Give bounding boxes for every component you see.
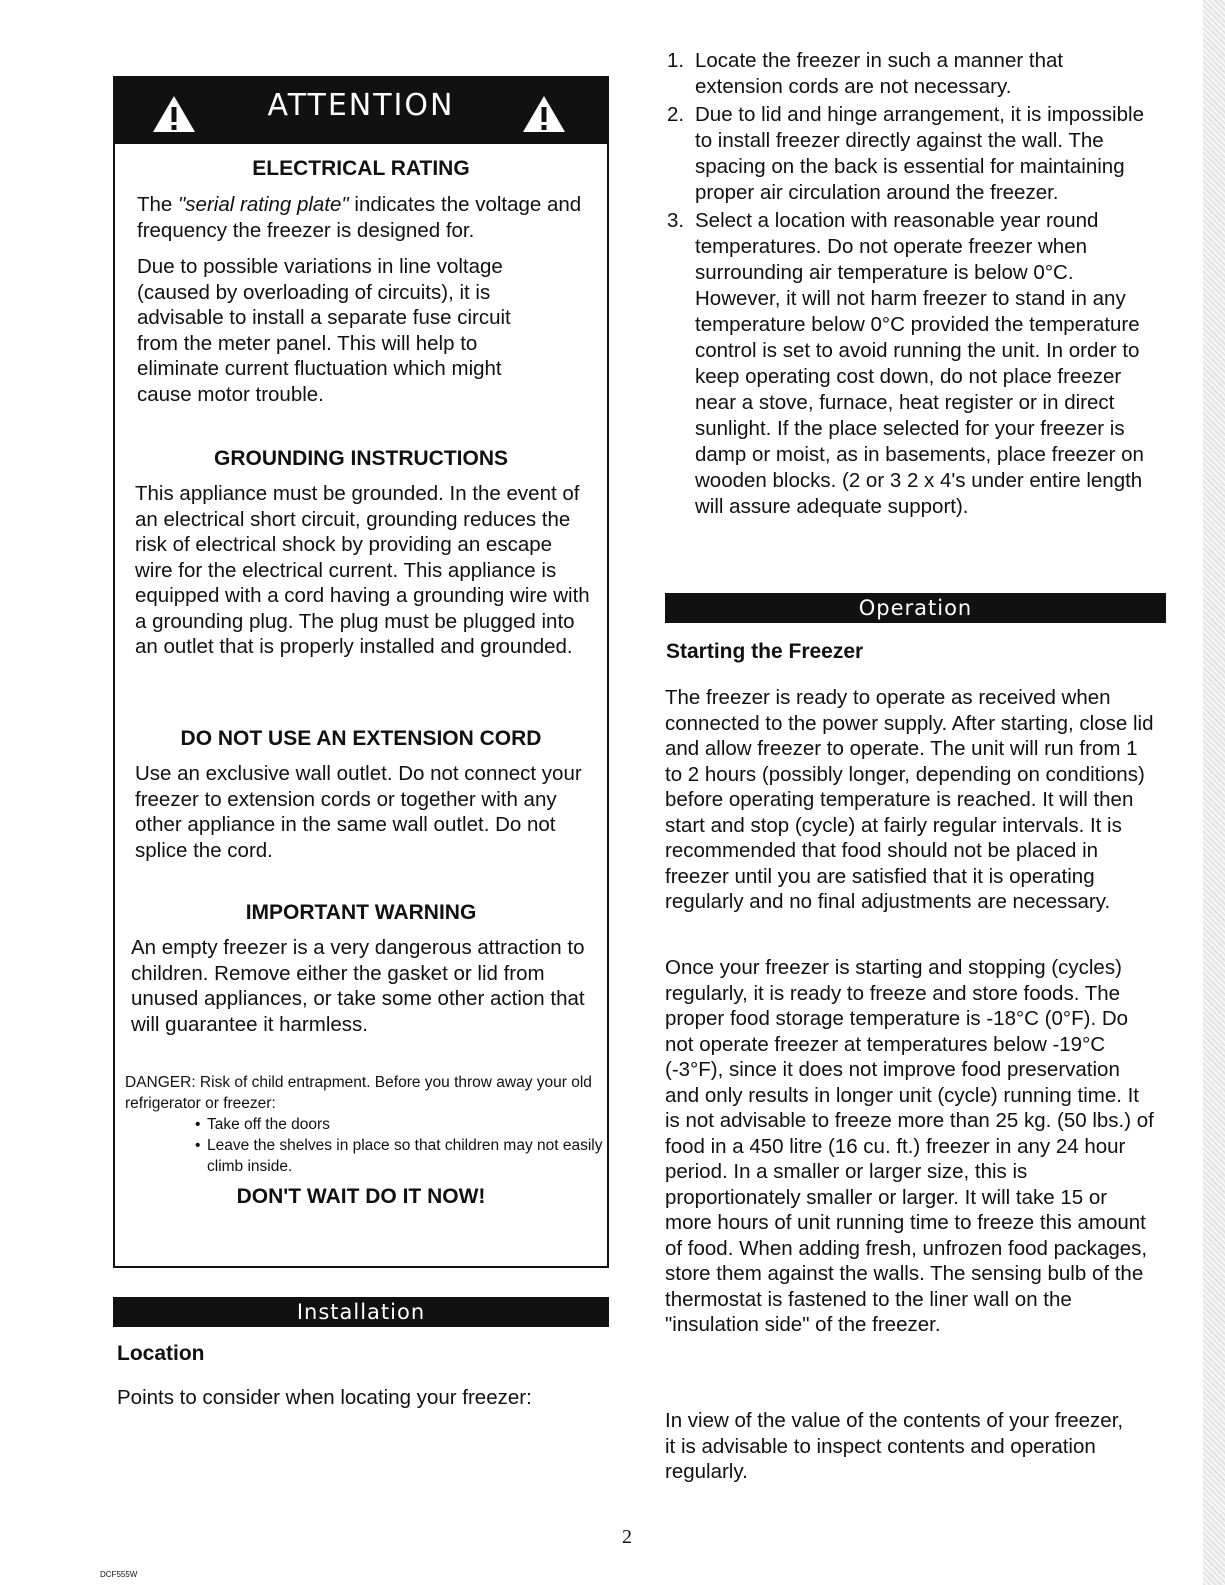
installation-bar: Installation xyxy=(113,1297,609,1327)
attention-banner xyxy=(113,76,609,144)
warning-triangle-icon xyxy=(521,94,567,134)
operation-paragraph-2: Once your freezer is starting and stopping (cycles) regularly, it is ready to freeze and store foods. The proper food storage temperature is -18°C (0°F). Do not operate freezer at temperatures below -19°C (-3°F), since it does not improve food preservation and only results in longer unit (cycle) running time. It is not advisable to freeze more than 25 kg. (50 lbs.) of food in a 450 litre (16 cu. ft.) freezer in any 24 hour period. In a smaller or larger size, this is proportionately smaller or larger. It will take 15 or more hours of unit running time to freeze this amount of food. When adding fresh, unfrozen food packages, store them against the walls. The sensing bulb of the thermostat is fastened to the liner wall on the "insulation side" of the freezer. xyxy=(665,956,1154,1336)
model-number: DCF555W xyxy=(100,1570,138,1579)
danger-notice xyxy=(125,1072,605,1177)
location-subhead: Location xyxy=(117,1342,205,1365)
danger-text: DANGER: Risk of child entrapment. Before you throw away your old refrigerator or freezer: xyxy=(125,1074,592,1112)
grounding-heading: GROUNDING INSTRUCTIONS xyxy=(214,447,508,470)
scan-edge xyxy=(1203,0,1225,1585)
dont-wait-slogan: DON'T WAIT DO IT NOW! xyxy=(236,1185,486,1208)
operation-paragraph-1: The freezer is ready to operate as received when connected to the power supply. After starting, close lid and allow freezer to operate. The unit will run from 1 to 2 hours (possibly longer, depending on conditions) before operating temperature is reached. It will then start and stop (cycle) at fairly regular intervals. It is recommended that food should not be placed in freezer until you are satisfied that it is operating regularly and no final adjustments are necessary. xyxy=(665,686,1154,913)
operation-bar: Operation xyxy=(665,593,1166,623)
location-intro: Points to consider when locating your freezer: xyxy=(117,1386,532,1409)
location-point: 2. Due to lid and hinge arrangement, it is impossible to install freezer directly against the wall. The spacing on the back is essential for maintaining proper air circulation around the freezer. xyxy=(667,103,1144,204)
attention-title: ATTENTION xyxy=(267,88,455,123)
danger-bullet: • Take off the doors xyxy=(195,1114,605,1135)
operation-paragraph-3: In view of the value of the contents of your freezer, it is advisable to inspect contents and operation regularly. xyxy=(665,1409,1124,1483)
danger-bullet: • Leave the shelves in place so that children may not easily climb inside. xyxy=(195,1135,605,1177)
location-points-list xyxy=(667,48,1153,522)
important-warning-heading: IMPORTANT WARNING xyxy=(245,901,477,924)
location-point: 1. Locate the freezer in such a manner that extension cords are not necessary. xyxy=(667,49,1064,98)
grounding-paragraph: This appliance must be grounded. In the event of an electrical short circuit, grounding reduces the risk of electrical shock by providing an escape wire for the electrical current. This appliance is equipped with a cord having a grounding wire with a grounding plug. The plug must be plugged into an outlet that is properly installed and grounded. xyxy=(135,482,590,658)
electrical-rating-paragraph-2: Due to possible variations in line voltage (caused by overloading of circuits), it is advisable to install a separate fuse circuit from the meter panel. This will help to eliminate current fluctuation which might cause motor trouble. xyxy=(137,255,511,406)
extension-cord-heading: DO NOT USE AN EXTENSION CORD xyxy=(180,727,542,750)
danger-bullet-list xyxy=(195,1114,605,1177)
location-point: 3. Select a location with reasonable year round temperatures. Do not operate freezer when surrounding air temperature is below 0°C. However, it will not harm freezer to stand in any temperature below 0°C provided the temperature control is set to avoid running the unit. In order to keep operating cost down, do not place freezer near a stove, furnace, heat register or in direct sunlight. If the place selected for your freezer is damp or moist, as in basements, place freezer on wooden blocks. (2 or 3 2 x 4's under entire length will assure adequate support). xyxy=(667,209,1144,518)
extension-cord-paragraph: Use an exclusive wall outlet. Do not connect your freezer to extension cords or together with any other appliance in the same wall outlet. Do not splice the cord. xyxy=(135,762,582,862)
starting-freezer-subhead: Starting the Freezer xyxy=(666,640,864,663)
electrical-rating-heading: ELECTRICAL RATING xyxy=(252,157,470,180)
important-warning-paragraph: An empty freezer is a very dangerous attraction to children. Remove either the gasket or lid from unused appliances, or take some other action that will guarantee it harmless. xyxy=(131,936,585,1036)
electrical-rating-paragraph-1: The "serial rating plate" indicates the voltage and frequency the freezer is designed for. xyxy=(137,193,582,242)
page-number: 2 xyxy=(622,1526,632,1548)
